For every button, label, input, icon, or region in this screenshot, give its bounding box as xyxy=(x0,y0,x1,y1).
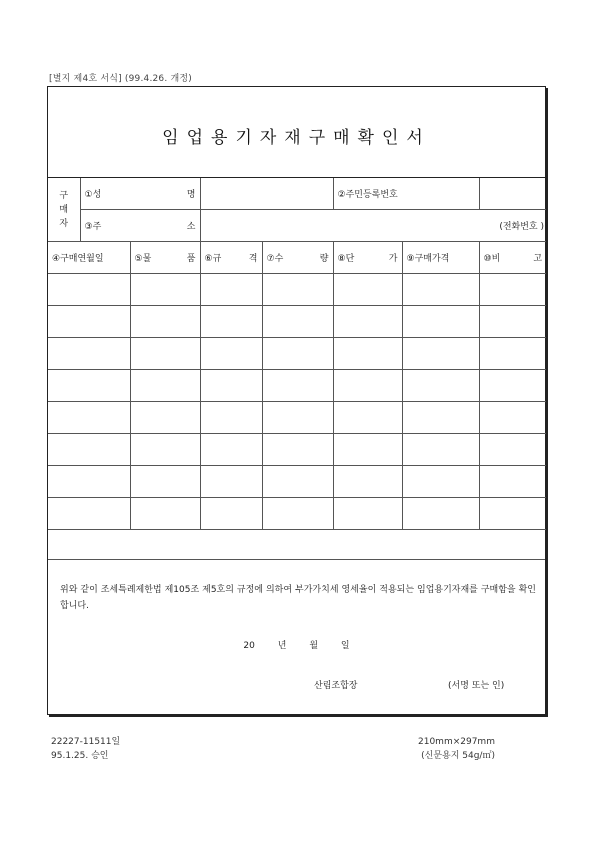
cell-unit-price[interactable] xyxy=(333,306,402,338)
col-unit-price xyxy=(333,242,402,274)
footer-right xyxy=(418,735,495,763)
paper-size: 210mm×297mm xyxy=(418,737,495,747)
cell-spec[interactable] xyxy=(200,434,262,466)
cell-purchase-price[interactable] xyxy=(402,466,479,498)
cell-purchase-date[interactable] xyxy=(48,434,130,466)
cell-item[interactable] xyxy=(130,338,200,370)
cell-spec[interactable] xyxy=(200,466,262,498)
cell-quantity[interactable] xyxy=(262,434,333,466)
signatory-org: 산림조합장 xyxy=(314,681,358,691)
col-quantity-rest: 량 xyxy=(319,254,329,264)
buyer-label-text: 구 매 자 xyxy=(59,190,69,229)
cell-spec[interactable] xyxy=(200,306,262,338)
footer-left xyxy=(51,735,120,763)
cell-purchase-price[interactable] xyxy=(402,402,479,434)
cell-remarks[interactable] xyxy=(479,402,546,434)
cell-purchase-date[interactable] xyxy=(48,402,130,434)
cell-remarks[interactable] xyxy=(479,370,546,402)
rrn-field[interactable] xyxy=(479,178,546,210)
date-line xyxy=(48,638,545,651)
cell-quantity[interactable] xyxy=(262,498,333,530)
phone-label: (전화번호 ) xyxy=(499,222,545,232)
name-label-b: 명 xyxy=(186,190,196,200)
signature-seal-field[interactable]: (서명 또는 인) xyxy=(448,681,505,691)
address-label-cell xyxy=(80,210,200,242)
table-row xyxy=(48,402,546,434)
form-title: 임업용기자재구매확인서 xyxy=(162,128,431,148)
name-field[interactable] xyxy=(200,178,333,210)
cell-quantity[interactable] xyxy=(262,466,333,498)
table-row xyxy=(48,434,546,466)
cell-remarks[interactable] xyxy=(479,466,546,498)
cell-purchase-date[interactable] xyxy=(48,466,130,498)
cell-spec[interactable] xyxy=(200,274,262,306)
col-spec xyxy=(200,242,262,274)
column-header-row xyxy=(48,242,546,274)
col-item-rest: 품 xyxy=(186,254,196,264)
table-row xyxy=(48,370,546,402)
cell-quantity[interactable] xyxy=(262,370,333,402)
rrn-label xyxy=(333,178,479,210)
table-row xyxy=(48,498,546,530)
purchase-table xyxy=(48,178,546,530)
address-field[interactable] xyxy=(200,210,546,242)
cell-unit-price[interactable] xyxy=(333,434,402,466)
cell-unit-price[interactable] xyxy=(333,370,402,402)
cell-purchase-price[interactable] xyxy=(402,498,479,530)
cell-item[interactable] xyxy=(130,434,200,466)
col-spec-label: ⑥규 xyxy=(204,254,222,264)
table-row xyxy=(48,466,546,498)
date-day: 일 xyxy=(340,641,350,651)
buyer-label xyxy=(48,178,80,242)
cell-quantity[interactable] xyxy=(262,402,333,434)
cell-unit-price[interactable] xyxy=(333,498,402,530)
cell-remarks[interactable] xyxy=(479,274,546,306)
name-label-a: ①성 xyxy=(84,190,102,200)
col-remarks-rest: 고 xyxy=(533,254,543,264)
date-prefix: 20 xyxy=(243,641,255,651)
cell-quantity[interactable] xyxy=(262,306,333,338)
cell-item[interactable] xyxy=(130,498,200,530)
col-purchase-date xyxy=(48,242,130,274)
address-label-a: ③주 xyxy=(84,222,102,232)
date-year: 년 xyxy=(277,641,287,651)
confirmation-section xyxy=(48,559,545,691)
address-label-b: 소 xyxy=(186,222,196,232)
cell-purchase-date[interactable] xyxy=(48,370,130,402)
cell-quantity[interactable] xyxy=(262,274,333,306)
cell-purchase-price[interactable] xyxy=(402,434,479,466)
cell-unit-price[interactable] xyxy=(333,402,402,434)
form-frame xyxy=(47,86,546,715)
confirmation-statement: 위와 같이 조세특례제한법 제105조 제5호의 규정에 의하여 부가가치세 영세율이 적용되는 임업용기자재를 구매함을 확인합니다. xyxy=(60,585,536,611)
col-spec-rest: 격 xyxy=(248,254,258,264)
col-quantity xyxy=(262,242,333,274)
cell-purchase-price[interactable] xyxy=(402,306,479,338)
col-purchase-date-label: ④구매연월일 xyxy=(52,254,104,264)
col-item-label: ⑤물 xyxy=(134,254,152,264)
cell-remarks[interactable] xyxy=(479,306,546,338)
form-code: 22227-11511일 xyxy=(51,737,121,747)
cell-item[interactable] xyxy=(130,370,200,402)
table-row xyxy=(48,338,546,370)
col-unit-price-label: ⑧단 xyxy=(337,254,355,264)
col-quantity-label: ⑦수 xyxy=(266,254,284,264)
cell-purchase-date[interactable] xyxy=(48,338,130,370)
col-item xyxy=(130,242,200,274)
cell-remarks[interactable] xyxy=(479,434,546,466)
cell-purchase-date[interactable] xyxy=(48,274,130,306)
cell-unit-price[interactable] xyxy=(333,274,402,306)
cell-spec[interactable] xyxy=(200,370,262,402)
form-reference-note: [별지 제4호 서식] (99.4.26. 개정) xyxy=(49,74,192,84)
cell-unit-price[interactable] xyxy=(333,338,402,370)
cell-item[interactable] xyxy=(130,402,200,434)
cell-spec[interactable] xyxy=(200,498,262,530)
table-row xyxy=(48,306,546,338)
cell-remarks[interactable] xyxy=(479,338,546,370)
col-unit-price-rest: 가 xyxy=(388,254,398,264)
cell-item[interactable] xyxy=(130,306,200,338)
table-row xyxy=(48,274,546,306)
cell-purchase-date[interactable] xyxy=(48,498,130,530)
cell-spec[interactable] xyxy=(200,338,262,370)
col-remarks-label: ⑩비 xyxy=(483,254,501,264)
cell-purchase-price[interactable] xyxy=(402,338,479,370)
cell-item[interactable] xyxy=(130,466,200,498)
cell-item[interactable] xyxy=(130,274,200,306)
rrn-label-text: ②주민등록번호 xyxy=(337,190,398,200)
col-purchase-price-label: ⑨구매가격 xyxy=(406,254,450,264)
cell-quantity[interactable] xyxy=(262,338,333,370)
cell-spec[interactable] xyxy=(200,402,262,434)
cell-purchase-date[interactable] xyxy=(48,306,130,338)
cell-unit-price[interactable] xyxy=(333,466,402,498)
approval-date: 95.1.25. 승인 xyxy=(51,751,109,761)
cell-remarks[interactable] xyxy=(479,498,546,530)
title-area xyxy=(48,87,545,178)
col-purchase-price xyxy=(402,242,479,274)
date-month: 월 xyxy=(309,641,319,651)
cell-purchase-price[interactable] xyxy=(402,274,479,306)
col-remarks xyxy=(479,242,546,274)
name-label-cell xyxy=(80,178,200,210)
paper-spec: (신문용지 54g/㎡) xyxy=(421,751,495,761)
cell-purchase-price[interactable] xyxy=(402,370,479,402)
